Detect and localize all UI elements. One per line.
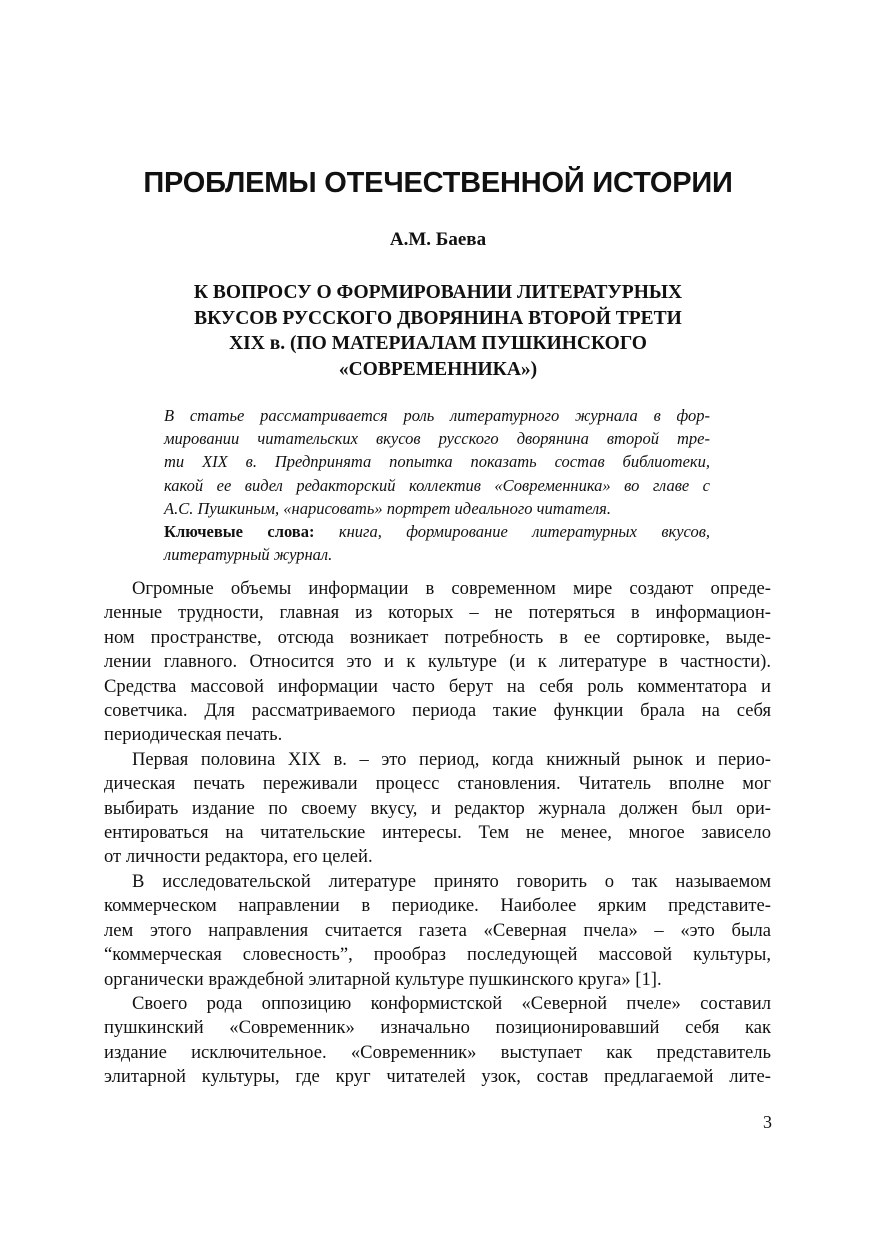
article-title xyxy=(120,280,756,382)
page-number: 3 xyxy=(763,1112,772,1132)
section-heading: ПРОБЛЕМЫ ОТЕЧЕСТВЕННОЙ ИСТОРИИ xyxy=(143,167,733,199)
abstract-line: мировании читательских вкусов русского дворянина второй тре- xyxy=(164,429,710,449)
keywords-line xyxy=(164,520,710,543)
title-line: К ВОПРОСУ О ФОРМИРОВАНИИ ЛИТЕРАТУРНЫХ xyxy=(193,282,683,303)
body-line: “коммерческая словесность”, прообраз последующей массовой культуры, xyxy=(104,944,771,966)
title-line: XIX в. (ПО МАТЕРИАЛАМ ПУШКИНСКОГО xyxy=(229,333,647,354)
abstract xyxy=(164,404,710,566)
abstract-line: какой ее видел редакторский коллектив «Современника» во главе с xyxy=(164,475,710,495)
body-line: коммерческом направлении в периодике. Наиболее ярким представите- xyxy=(104,895,771,917)
abstract-line: А.С. Пушкиным, «нарисовать» портрет идеального читателя. xyxy=(164,498,611,518)
body-line: В исследовательской литературе принято говорить о так называемом xyxy=(132,870,771,892)
body-line: дическая печать переживали процесс становления. Читатель вполне мог xyxy=(104,773,771,795)
body-line: Первая половина XIX в. – это период, когда книжный рынок и перио- xyxy=(132,748,771,770)
title-line: ВКУСОВ РУССКОГО ДВОРЯНИНА ВТОРОЙ ТРЕТИ xyxy=(194,307,682,329)
body-line: лем этого направления считается газета «Северная пчела» – «это была xyxy=(104,919,771,941)
body-line: советчика. Для рассматриваемого периода такие функции брала на себя xyxy=(104,700,771,722)
keywords-text: книга, формирование литературных вкусов, xyxy=(338,522,710,542)
body-line: Огромные объемы информации в современном мире создают опреде- xyxy=(132,578,771,599)
body-line: ентироваться на читательские интересы. Тем не менее, многое зависело xyxy=(104,822,771,844)
keywords-label: Ключевые слова: xyxy=(164,522,315,542)
body-line: издание исключительное. «Современник» выступает как представитель xyxy=(104,1041,771,1063)
article-body xyxy=(104,577,771,1090)
title-line: «СОВРЕМЕННИКА») xyxy=(338,358,538,380)
body-line: выбирать издание по своему вкусу, и редактор журнала должен был ори- xyxy=(104,797,771,819)
body-line: периодическая печать. xyxy=(104,724,283,746)
body-line: пушкинский «Современник» изначально позиционировавший себя как xyxy=(104,1017,771,1039)
body-line: Своего рода оппозицию конформистской «Северной пчеле» составил xyxy=(132,992,771,1014)
body-line: ном пространстве, отсюда возникает потребность в ее сортировке, выде- xyxy=(104,626,771,648)
body-line: органически враждебной элитарной культуре пушкинского круга» [1]. xyxy=(104,968,662,990)
author-name: А.М. Баева xyxy=(389,229,487,250)
keywords-line: литературный журнал. xyxy=(164,545,333,565)
body-line: Средства массовой информации часто берут на себя роль комментатора и xyxy=(104,675,771,697)
abstract-line: ти XIX в. Предпринята попытка показать состав библиотеки, xyxy=(164,452,710,472)
body-line: от личности редактора, его целей. xyxy=(104,846,373,868)
body-line: лении главного. Относится это и к культуре (и к литературе в частности). xyxy=(104,651,771,673)
body-line: ленные трудности, главная из которых – не потеряться в информацион- xyxy=(104,602,771,624)
abstract-line: В статье рассматривается роль литературного журнала в фор- xyxy=(164,406,710,425)
body-line: элитарной культуры, где круг читателей узок, состав предлагаемой лите- xyxy=(104,1066,771,1088)
